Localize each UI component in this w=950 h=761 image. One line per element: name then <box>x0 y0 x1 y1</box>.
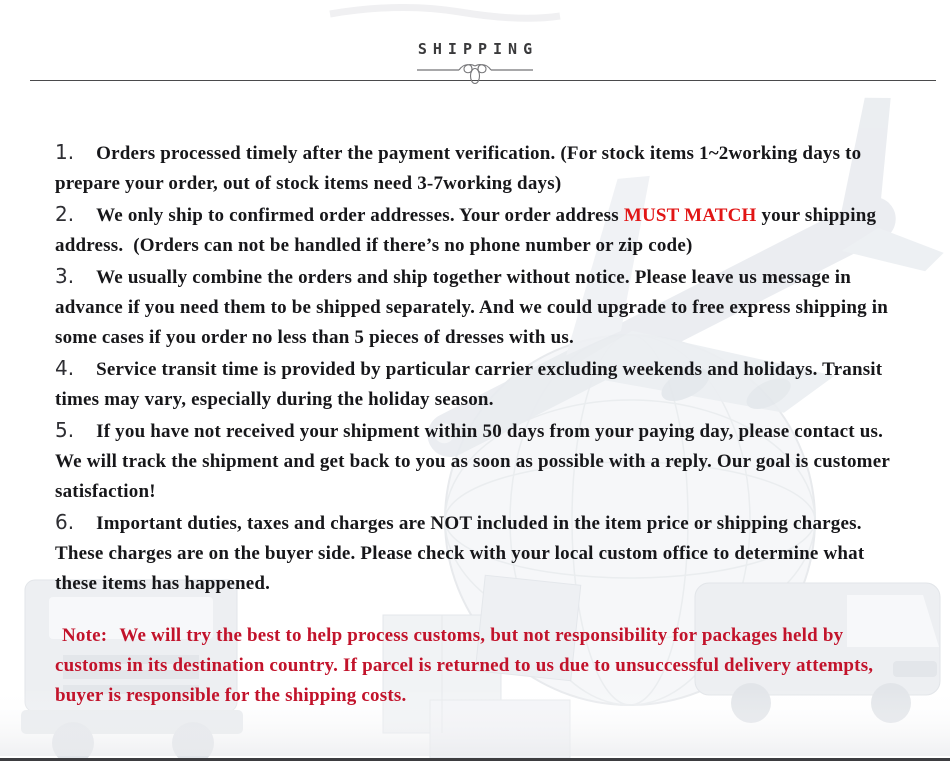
item-text: If you have not received your shipment within 50 days from your paying day, please contact us. We will track the shipment and get back to you as soon as possible with a reply. Our goal is customer satisfaction! <box>55 421 890 502</box>
item-text: We usually combine the orders and ship together without notice. Please leave us message in advance if you need them to be shipped separately. And we could upgrade to free express shipping in some cases if you order no less than 5 pieces of dresses with us. <box>55 267 889 348</box>
list-item <box>55 199 903 261</box>
item-number: 5. <box>55 418 75 442</box>
customs-note <box>55 621 903 711</box>
item-number: 4. <box>55 356 75 380</box>
list-item <box>55 137 903 199</box>
list-item <box>55 507 903 599</box>
item-number: 3. <box>55 264 75 288</box>
content <box>55 137 903 711</box>
item-text: Important duties, taxes and charges are NOT included in the item price or shipping charges. These charges are on the buyer side. Please check with your local custom office to determine what these items has happened. <box>55 513 865 594</box>
note-label: Note: <box>62 625 108 646</box>
item-number: 6. <box>55 510 75 534</box>
item-text: Service transit time is provided by particular carrier excluding weekends and holidays. Transit times may vary, especially during the holiday season. <box>55 359 883 410</box>
item-text: We only ship to confirmed order addresses. Your order address <box>96 205 624 226</box>
item-number: 2. <box>55 202 75 226</box>
item-text: Orders processed timely after the payment verification. (For stock items 1~2working days to prepare your order, out of stock items need 3-7working days) <box>55 143 862 194</box>
item-number: 1. <box>55 140 75 164</box>
item-text: your shipping address. (Orders can not be handled if there’s no phone number or zip code) <box>55 205 877 256</box>
flourish-ornament-icon <box>415 60 535 86</box>
highlighted-text: MUST MATCH <box>623 205 757 226</box>
list-item <box>55 415 903 507</box>
header <box>0 0 950 86</box>
list-item <box>55 261 903 353</box>
list-item <box>55 353 903 415</box>
note-text: We will try the best to help process customs, but not responsibility for packages held by customs in its destination country. If parcel is returned to us due to unsuccessful delivery attempts, buyer is responsible for the shipping costs. <box>55 625 874 706</box>
page-title: SHIPPING <box>417 40 539 58</box>
shipping-terms-list <box>55 137 903 599</box>
